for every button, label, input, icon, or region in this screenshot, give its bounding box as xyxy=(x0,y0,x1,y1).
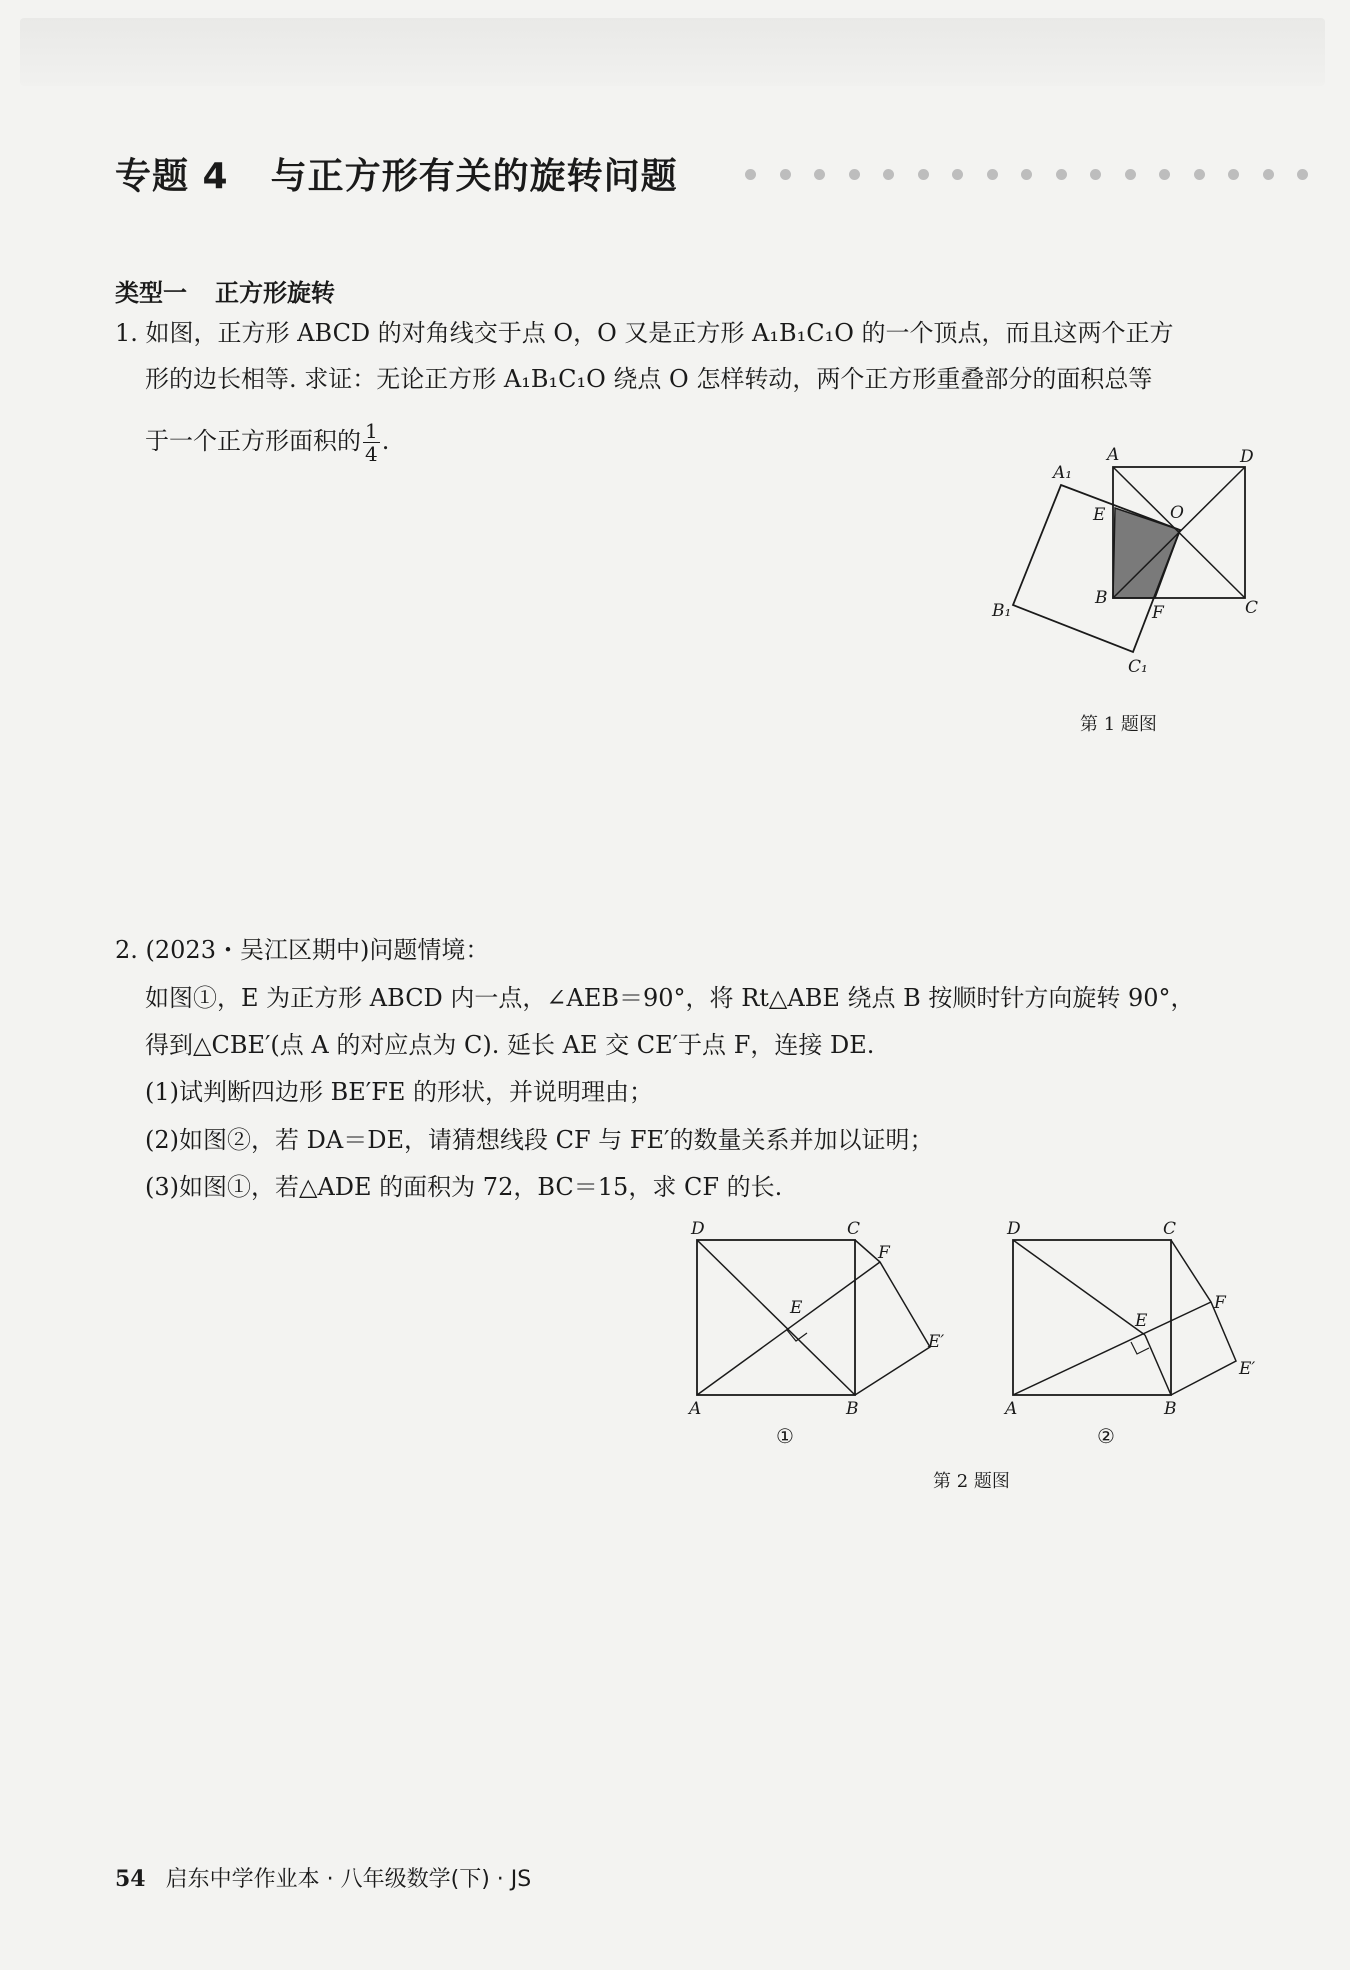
fig1-label-d: D xyxy=(691,1219,705,1239)
label-o: O xyxy=(1170,503,1184,523)
fig2-label-d: D xyxy=(1007,1219,1021,1239)
fig1-label-f: F xyxy=(878,1243,890,1263)
fig1-number-mark: ① xyxy=(776,1424,794,1448)
fig1-label-b: B xyxy=(846,1399,859,1419)
fig2-line-af xyxy=(1013,1302,1211,1395)
q2-figure-caption: 第 2 题图 xyxy=(933,1471,1010,1492)
label-d: D xyxy=(1240,447,1254,467)
q2-line2: 如图①，E 为正方形 ABCD 内一点，∠AEB＝90°，将 Rt△ABE 绕点 B 按顺时针方向旋转 90°， xyxy=(145,984,1195,1012)
label-c1: C₁ xyxy=(1128,657,1148,677)
page-footer xyxy=(115,1862,531,1893)
fig2-right-angle-mark xyxy=(1131,1342,1149,1354)
q1-line3-suffix: . xyxy=(381,427,390,455)
fig1-label-c: C xyxy=(847,1219,861,1239)
fig2-label-b: B xyxy=(1164,1399,1177,1419)
type-label: 类型一 xyxy=(115,279,187,307)
topic-title: 与正方形有关的旋转问题 xyxy=(270,156,678,197)
q1-figure-caption: 第 1 题图 xyxy=(1080,714,1157,735)
fig2-line-eb xyxy=(1145,1335,1171,1395)
fig2-label-e-prime: E′ xyxy=(1239,1359,1256,1379)
fig2-label-a: A xyxy=(1005,1399,1018,1419)
q2-part3: (3)如图①，若△ADE 的面积为 72，BC＝15，求 CF 的长. xyxy=(145,1173,783,1201)
label-b: B xyxy=(1095,588,1108,608)
q2-part1: (1)试判断四边形 BE′FE 的形状，并说明理由； xyxy=(145,1078,654,1106)
fig2-label-f: F xyxy=(1214,1293,1226,1313)
label-a: A xyxy=(1107,445,1120,465)
q2-line1: 2. (2023・吴江区期中)问题情境： xyxy=(115,936,490,964)
fig2-label-c: C xyxy=(1163,1219,1177,1239)
q2-line3: 得到△CBE′(点 A 的对应点为 C). 延长 AE 交 CE′于点 F，连接 DE. xyxy=(145,1031,875,1059)
label-c: C xyxy=(1245,598,1259,618)
fig2-number-mark: ② xyxy=(1097,1424,1115,1448)
book-title: 启东中学作业本 · 八年级数学(下) · JS xyxy=(165,1867,532,1892)
q1-line1: 1. 如图，正方形 ABCD 的对角线交于点 O，O 又是正方形 A₁B₁C₁O 的一个顶点，而且这两个正方 xyxy=(115,319,1174,347)
label-e: E xyxy=(1093,505,1106,525)
q1-line3-prefix: 于一个正方形面积的 xyxy=(145,427,361,455)
fig2-line-de xyxy=(1013,1240,1145,1335)
q1-line2: 形的边长相等. 求证：无论正方形 A₁B₁C₁O 绕点 O 怎样转动，两个正方形重叠部分的面积总等 xyxy=(145,365,1153,393)
fig2-triangle-cbe1 xyxy=(1171,1240,1236,1395)
fraction-denominator: 4 xyxy=(365,442,378,466)
topic-number: 专题 4 xyxy=(115,156,229,197)
fig1-label-e-prime: E′ xyxy=(928,1332,945,1352)
fig2-label-e: E xyxy=(1135,1311,1148,1331)
page-number: 54 xyxy=(115,1866,146,1892)
fig1-label-e: E xyxy=(790,1298,803,1318)
label-f: F xyxy=(1152,603,1164,623)
fraction-numerator: 1 xyxy=(365,419,378,443)
label-b1: B₁ xyxy=(992,601,1012,621)
label-a1: A₁ xyxy=(1053,463,1073,483)
q2-part2: (2)如图②，若 DA＝DE，请猜想线段 CF 与 FE′的数量关系并加以证明； xyxy=(145,1126,934,1154)
fig1-label-a: A xyxy=(689,1399,702,1419)
type-name: 正方形旋转 xyxy=(215,279,335,307)
